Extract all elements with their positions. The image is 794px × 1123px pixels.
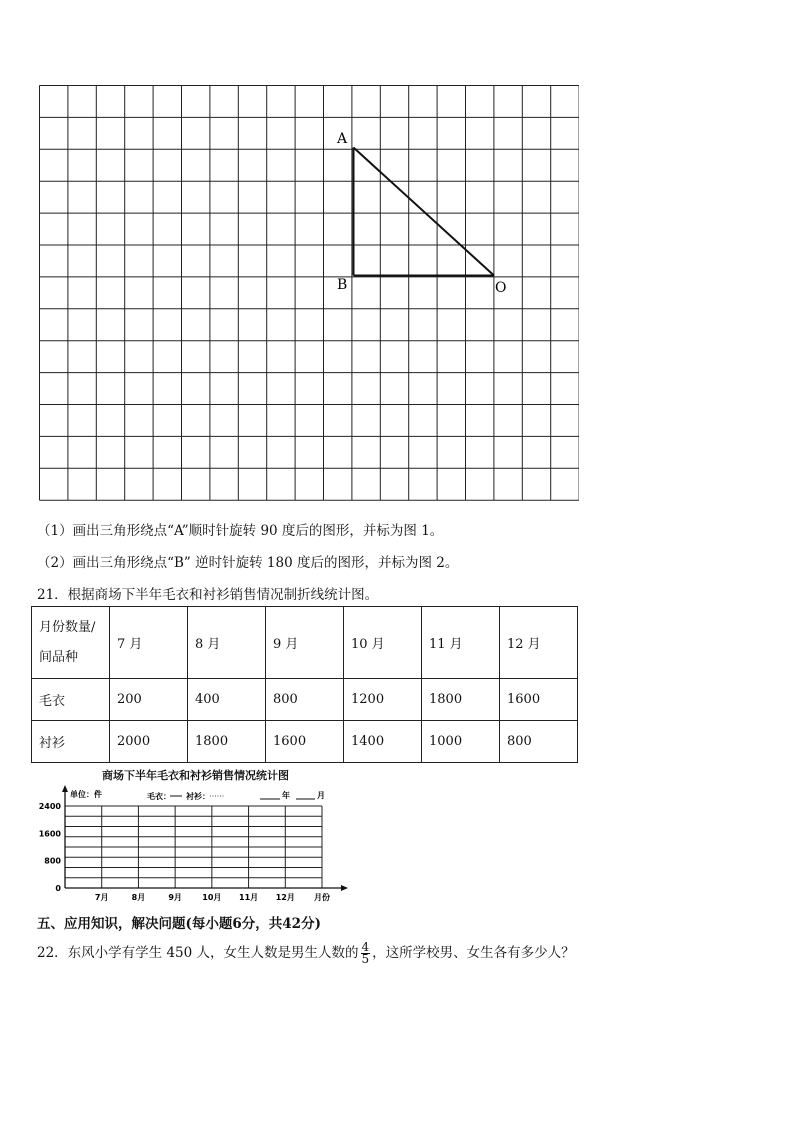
table-cell: 1400 [344,721,422,763]
table-cell: 200 [110,679,188,721]
fraction [361,942,371,965]
x-tick-label: 10月 [202,893,222,902]
table-cell: 2000 [110,721,188,763]
table-cell: 800 [500,721,578,763]
legend-sweater: 毛衣： [147,792,171,801]
x-axis-arrow [341,885,348,891]
month-header: 12 月 [500,607,578,679]
table-header-corner: 月份数量/ 间品种 [32,607,110,679]
unit-label: 单位：件 [70,790,102,799]
problem-22 [37,941,575,965]
month-header: 9 月 [266,607,344,679]
chart-title: 商场下半年毛衣和衬衫销售情况统计图 [102,769,289,782]
month-label: 月 [317,791,325,800]
table-cell: 800 [266,679,344,721]
table-cell: 1200 [344,679,422,721]
sales-line-chart [30,783,360,905]
fraction-denominator: 5 [361,952,370,966]
month-header: 11 月 [422,607,500,679]
problem-22-text-after: ，这所学校男、女生各有多少人？ [372,945,575,961]
x-tick-label: 11月 [239,893,259,902]
table-cell: 1600 [266,721,344,763]
row-label: 毛衣 [32,679,110,721]
table-cell: 1800 [188,721,266,763]
x-tick-label: 12月 [275,893,295,902]
label-point-b: B [337,277,348,293]
section-5-title: 五、应用知识，解决问题(每小题6分，共42分) [37,916,321,932]
sales-table [31,606,578,763]
year-label: 年 [282,791,290,800]
chart-grid [65,806,322,888]
label-point-o: O [495,280,507,296]
y-tick-label: 0 [55,884,61,893]
question-1: （1）画出三角形绕点“A”顺时针旋转 90 度后的图形，并标为图 1。 [37,523,444,539]
grid-figure [39,85,579,501]
table-cell: 400 [188,679,266,721]
month-header: 8 月 [188,607,266,679]
y-tick-label: 2400 [38,802,61,811]
x-tick-label: 8月 [131,893,146,902]
table-cell: 1000 [422,721,500,763]
y-tick-label: 1600 [38,829,61,839]
fraction-numerator: 4 [361,940,370,954]
row-label: 衬衫 [32,721,110,763]
problem-22-text-before: 22．东风小学有学生 450 人，女生人数是男生人数的 [37,945,359,961]
month-header: 7 月 [110,607,188,679]
y-axis-arrow [62,785,68,792]
table-row [32,721,578,763]
label-point-a: A [337,131,348,147]
triangle-side-ao [354,148,495,276]
x-axis-label: 月份 [314,893,330,902]
problem-21-title: 21．根据商场下半年毛衣和衬衫销售情况制折线统计图。 [37,587,379,603]
table-row [32,679,578,721]
table-cell: 1600 [500,679,578,721]
x-tick-label: 9月 [168,893,182,902]
x-tick-label: 7月 [94,893,109,902]
legend-shirt: 衬衫： [186,792,210,801]
y-tick-label: 800 [44,856,61,866]
question-2: （2）画出三角形绕点“B” 逆时针旋转 180 度后的图形，并标为图 2。 [37,555,459,571]
month-header: 10 月 [344,607,422,679]
table-cell: 1800 [422,679,500,721]
